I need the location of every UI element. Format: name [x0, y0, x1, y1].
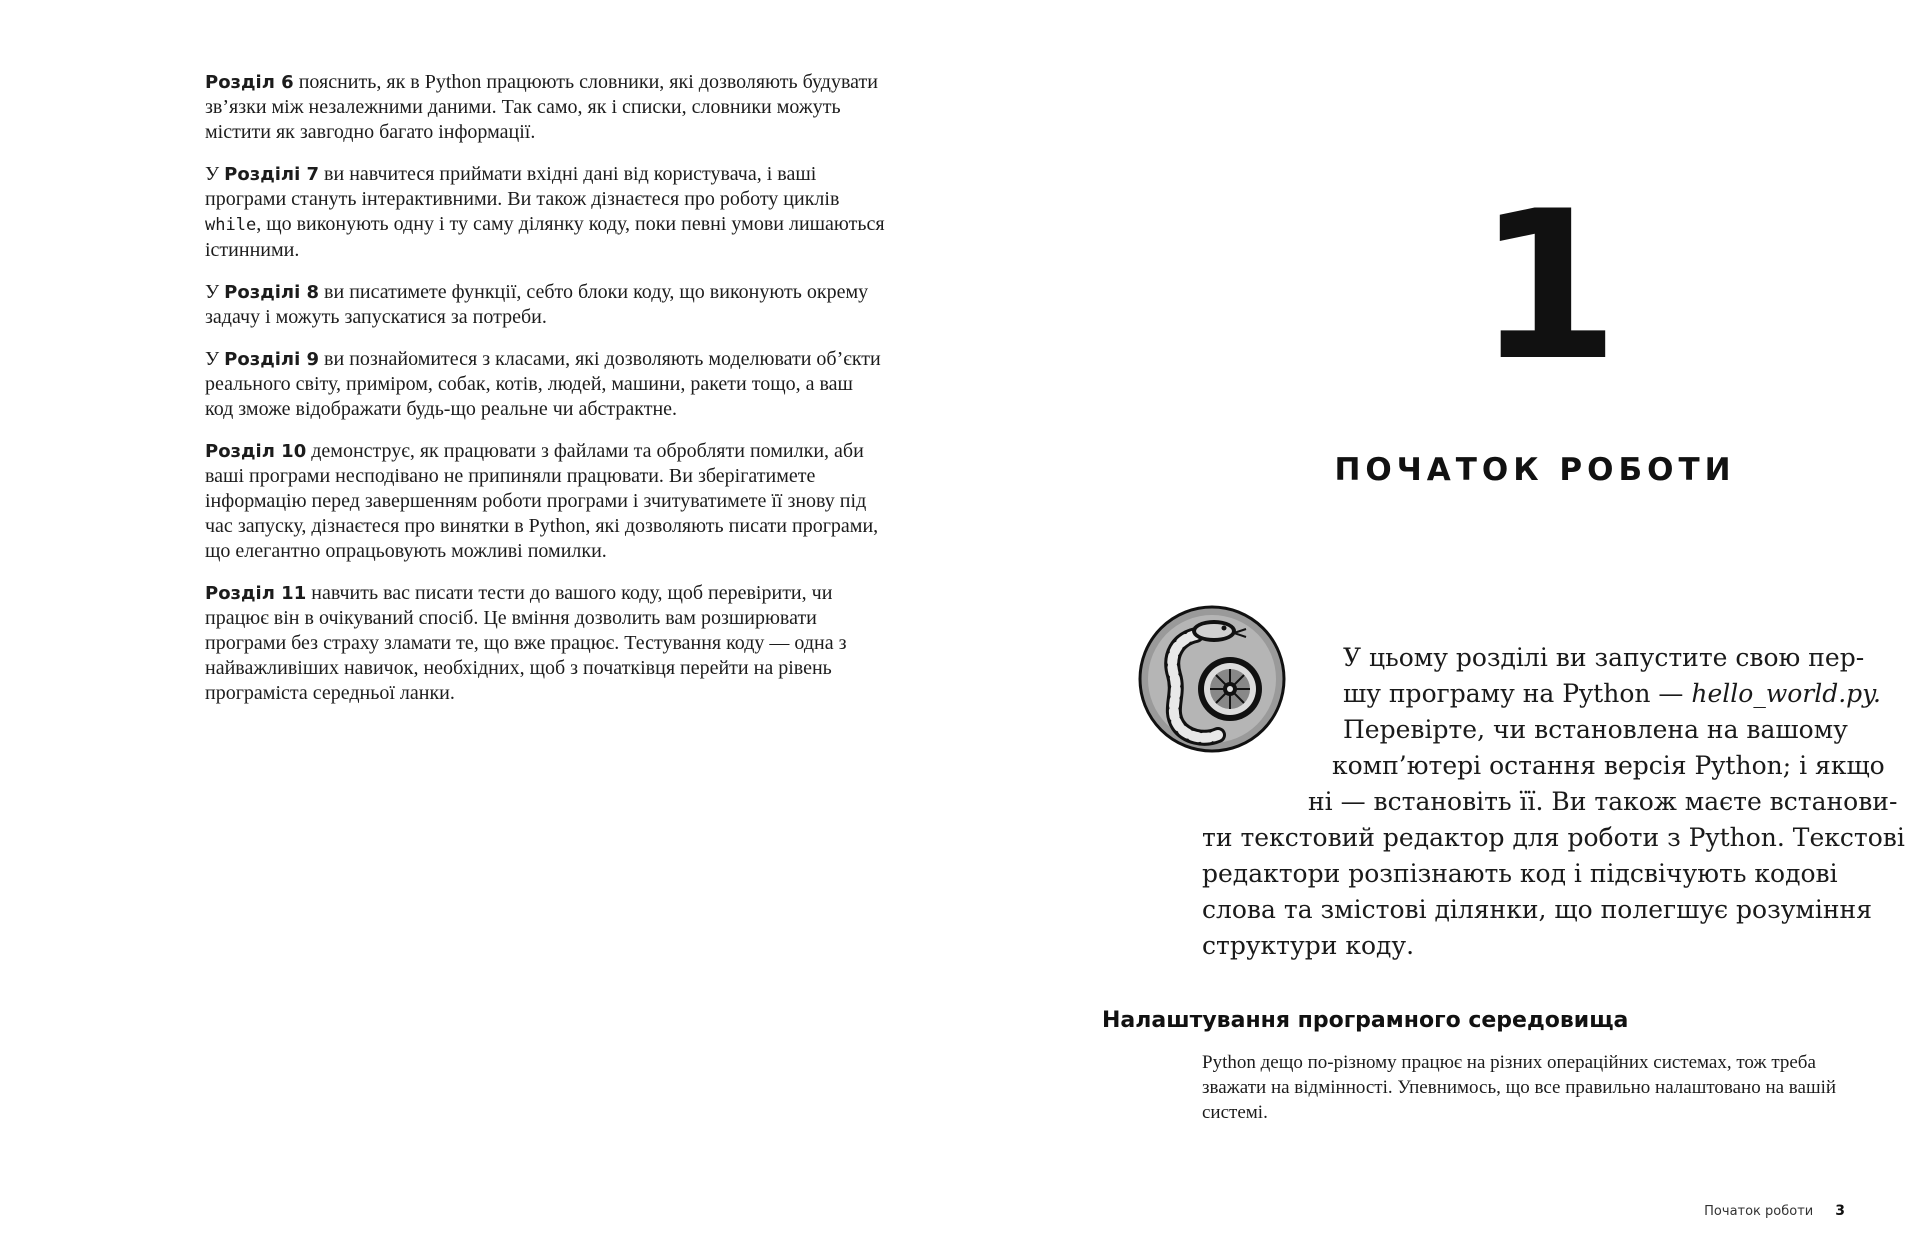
while-code: while: [205, 215, 257, 235]
paragraph-chapter-11: Розділ 11 навчить вас писати тести до вашого коду, щоб перевірити, чи працює він в очікуваний спосіб. Це вміння дозволить вам розширювати програми без страху зламати те, що вже працює. Тестування коду — одна з найважливіших навичок, необхідних, щоб з початківця перейти на рівень програміста середньої ланки.: [205, 582, 847, 704]
left-page-text: [205, 70, 885, 723]
intro-line: ти текстовий редактор для роботи з Python. Текстові: [1202, 823, 1905, 852]
python-snake-jet-engine-icon: [1138, 605, 1286, 753]
paragraph-chapter-7: У Розділі 7 ви навчитеся приймати вхідні дані від користувача, і ваші програми стануть інтерактивними. Ви також дізнаєтеся про роботу циклів while, що виконують одну і ту саму ділянку коду, поки певні умови лишаються істинними.: [205, 163, 885, 261]
hello-world-filename: hello_world.py.: [1691, 679, 1881, 708]
section-heading: Налаштування програмного середовища: [1102, 1008, 1629, 1033]
paragraph-chapter-10: Розділ 10 демонструє, як працювати з файлами та обробляти помилки, аби ваші програми несподівано не припиняли працювати. Ви зберігатимете інформацію перед завершенням роботи програми і зчитуватимете її знову під час запуску, дізнаєтеся про винятки в Python, які дозволяють писати програми, що елегантно опрацьовують можливі помилки.: [205, 440, 879, 562]
intro-line: Перевірте, чи встановлена на вашому: [1343, 715, 1848, 744]
section-body: Python дещо по-різному працює на різних операційних системах, тож треба зважати на відмінності. Упевнимось, що все правильно налаштовано на вашій системі.: [1202, 1052, 1837, 1123]
intro-line: структури коду.: [1202, 931, 1415, 960]
paragraph-chapter-6: Розділ 6 пояснить, як в Python працюють словники, які дозволяють будувати зв’язки між незалежними даними. Так само, як і списки, словники можуть містити як завгодно багато інформації.: [205, 71, 878, 143]
chapter-title: ПОЧАТОК РОБОТИ: [1334, 452, 1736, 488]
chapter-11-label: Розділ 11: [205, 583, 307, 604]
paragraph-chapter-8: У Розділі 8 ви писатимете функції, себто блоки коду, що виконують окрему задачу і можуть запускатися за потреби.: [205, 281, 869, 328]
chapter-8-label: Розділі 8: [224, 282, 320, 303]
chapter-6-label: Розділ 6: [205, 72, 294, 93]
intro-line: У цьому розділі ви запустите свою пер-: [1343, 643, 1865, 672]
intro-line: редактори розпізнають код і підсвічують кодові: [1202, 859, 1838, 888]
page-footer: [1660, 1203, 1845, 1219]
paragraph-chapter-9: У Розділі 9 ви познайомитеся з класами, які дозволяють моделювати об’єкти реального світу, приміром, собак, котів, людей, машини, ракети тощо, а ваш код зможе відображати будь-що реальне чи абстрактне.: [205, 348, 881, 420]
intro-line: комп’ютері остання версія Python; і якщо: [1332, 751, 1885, 780]
intro-line: шу програму на Python — hello_world.py.: [1343, 679, 1881, 708]
intro-line: ні — встановіть її. Ви також маєте встанови-: [1308, 787, 1898, 816]
chapter-7-label: Розділі 7: [224, 164, 320, 185]
chapter-10-label: Розділ 10: [205, 441, 307, 462]
chapter-number: 1: [1476, 168, 1614, 406]
running-title: Початок роботи: [1704, 1204, 1814, 1219]
chapter-9-label: Розділі 9: [224, 349, 320, 370]
right-page: [960, 0, 1920, 1253]
intro-line: слова та змістові ділянки, що полегшує розуміння: [1202, 895, 1872, 924]
page-number: 3: [1835, 1203, 1845, 1219]
